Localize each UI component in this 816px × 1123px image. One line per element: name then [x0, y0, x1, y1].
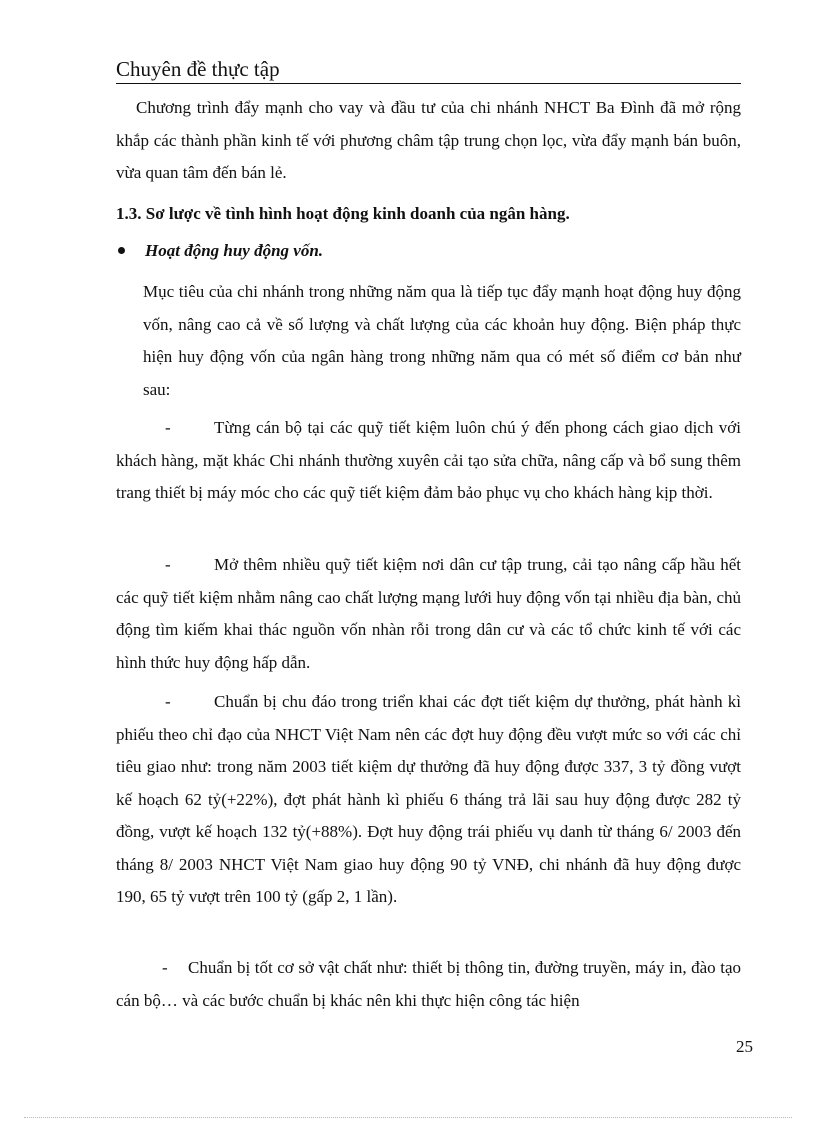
dash-marker: - — [162, 958, 168, 977]
list-item — [116, 686, 741, 914]
list-item-text: Mở thêm nhiều quỹ tiết kiệm nơi dân cư tập trung, cải tạo nâng cấp hầu hết các quỹ tiết kiệm nhằm nâng cao chất lượng mạng lưới huy động vốn tại nhiều địa bàn, chủ động tìm kiếm khai thác nguồn vốn nhàn rỗi trong dân cư và các tổ chức kinh tế với các hình thức huy động hấp dẫn. — [116, 555, 741, 672]
page-number: 25 — [736, 1037, 753, 1056]
dash-marker: - — [165, 692, 171, 711]
bullet-heading-text: Hoạt động huy động vốn. — [145, 241, 324, 260]
dash-marker: - — [165, 555, 171, 574]
intro-paragraph: Chương trình đẩy mạnh cho vay và đầu tư của chi nhánh NHCT Ba Đình đã mở rộng khắp các thành phần kinh tế với phương châm tập trung chọn lọc, vừa đẩy mạnh bán buôn, vừa quan tâm đến bán lẻ. — [116, 98, 741, 182]
header-divider — [116, 83, 741, 84]
list-item-text: Chuẩn bị chu đáo trong triển khai các đợt tiết kiệm dự thưởng, phát hành kì phiếu theo chỉ đạo của NHCT Việt Nam nên các đợt huy động đều vượt mức so với các chỉ tiêu giao như: trong năm 2003 tiết kiệm dự thưởng đã huy động được 337, 3 tỷ đồng vượt kế hoạch 62 tỷ(+22%), đợt phát hành kì phiếu 6 tháng trả lãi sau huy động được 282 tỷ đồng, vượt kế hoạch 132 tỷ(+88%). Đợt huy động trái phiếu vụ danh từ tháng 6/ 2003 đến tháng 8/ 2003 NHCT Việt Nam giao huy động 90 tỷ VNĐ, chi nhánh đã huy động được 190, 65 tỷ vượt trên 100 tỷ (gấp 2, 1 lần). — [116, 692, 741, 906]
list-item — [116, 549, 741, 679]
list-item-text: Từng cán bộ tại các quỹ tiết kiệm luôn chú ý đến phong cách giao dịch với khách hàng, mặt khác Chi nhánh thường xuyên cải tạo sửa chữa, nâng cấp và bổ sung thêm trang thiết bị máy móc cho các quỹ tiết kiệm đảm bảo phục vụ cho khách hàng kịp thời. — [116, 418, 741, 502]
objective-paragraph: Mục tiêu của chi nhánh trong những năm qua là tiếp tục đẩy mạnh hoạt động huy động vốn, nâng cao cả về số lượng và chất lượng của các khoản huy động. Biện pháp thực hiện huy động vốn của ngân hàng trong những năm qua có mét số điểm cơ bản như sau: — [143, 282, 741, 399]
running-header: Chuyên đề thực tập — [116, 57, 280, 81]
bullet-icon — [118, 247, 125, 254]
list-item — [116, 952, 741, 1017]
list-item-text: Chuẩn bị tốt cơ sở vật chất như: thiết bị thông tin, đường truyền, máy in, đào tạo cán bộ… và các bước chuẩn bị khác nên khi thực hiện công tác hiện — [116, 958, 741, 1010]
list-item — [116, 412, 741, 510]
dash-marker: - — [165, 418, 171, 437]
section-heading: 1.3. Sơ lược về tình hình hoạt động kinh doanh của ngân hàng. — [116, 204, 570, 223]
bullet-heading-row — [116, 235, 741, 268]
page-bottom-divider — [24, 1117, 792, 1118]
